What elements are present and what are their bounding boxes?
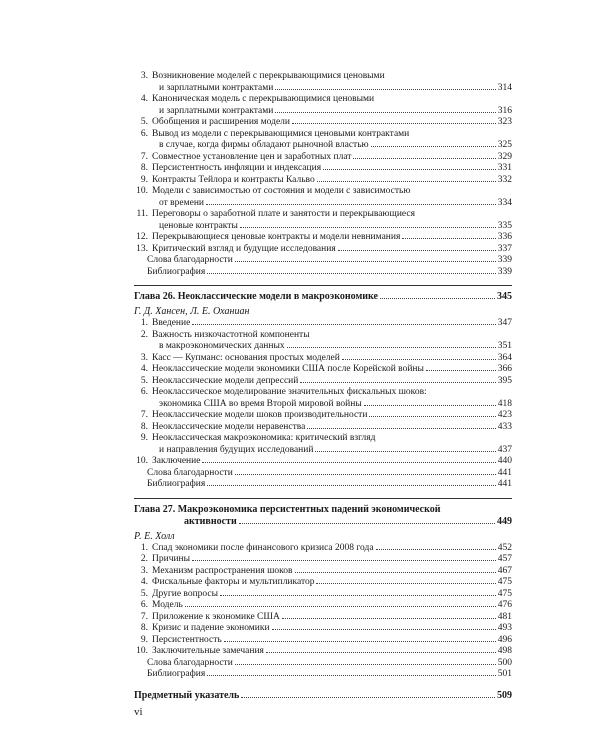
toc-entry-page: 331 bbox=[497, 163, 512, 173]
dot-leader bbox=[240, 227, 496, 228]
chapter-25-entries bbox=[134, 71, 512, 255]
dot-leader bbox=[317, 181, 496, 182]
toc-entry-page: 314 bbox=[497, 82, 512, 93]
toc-entry-title: Заключение bbox=[152, 456, 201, 466]
dot-leader bbox=[185, 606, 496, 607]
toc-entry-title: и зарплатными контрактами bbox=[159, 105, 274, 116]
toc-entry-title: Заключительные замечания bbox=[152, 646, 264, 656]
toc-entry-title: Неоклассические модели шоков производительности bbox=[152, 410, 368, 420]
dot-leader bbox=[364, 405, 496, 406]
toc-entry-number: 3. bbox=[140, 565, 148, 576]
dot-leader bbox=[353, 158, 495, 159]
dot-leader bbox=[300, 382, 495, 383]
toc-entry-page: 433 bbox=[497, 421, 512, 432]
toc-entry-title: Приложение к экономике США bbox=[152, 611, 280, 622]
toc-entry bbox=[134, 152, 512, 164]
toc-entry-page: 347 bbox=[497, 318, 512, 328]
toc-entry-number: 10. bbox=[136, 186, 148, 196]
toc-entry bbox=[134, 376, 512, 388]
toc-entry-title: и направления будущих исследований bbox=[159, 444, 314, 455]
chapter-26-authors: Г. Д. Хансен, Л. Е. Оханиан bbox=[134, 306, 250, 317]
toc-entry-title: и зарплатными контрактами bbox=[159, 82, 274, 93]
dot-leader bbox=[192, 324, 495, 325]
chapter-27-authors: Р. Е. Холл bbox=[134, 530, 175, 542]
toc-entry-page: 476 bbox=[497, 600, 512, 610]
dot-leader bbox=[287, 347, 496, 348]
dot-leader bbox=[275, 112, 495, 113]
chapter-26-heading: Глава 26. Неоклассические модели в макроэкономике 345 bbox=[134, 291, 512, 302]
toc-entry-page: 366 bbox=[497, 364, 512, 374]
dot-leader bbox=[224, 641, 496, 642]
toc-entry-title: Механизм распространения шоков bbox=[152, 565, 293, 576]
toc-entry-page: 418 bbox=[497, 398, 512, 409]
toc-entry-number: 4. bbox=[140, 364, 148, 374]
toc-entry-title: Переговоры о заработной плате и занятости и перекрывающиеся bbox=[152, 209, 415, 219]
toc-entry-number: 5. bbox=[140, 375, 148, 386]
dot-leader bbox=[316, 583, 495, 584]
toc-entry-title: Неоклассические модели экономики США после Корейской войны bbox=[152, 364, 424, 374]
toc-entry-title: Совместное установление цен и заработных плат bbox=[152, 151, 352, 162]
toc-entry-title: в макроэкономических данных bbox=[159, 341, 285, 351]
toc-entry bbox=[134, 543, 512, 555]
chapter-26-entries bbox=[134, 318, 512, 468]
toc-entry bbox=[134, 410, 512, 422]
toc-entry-page: 440 bbox=[497, 456, 512, 466]
toc-entry-number: 5. bbox=[140, 588, 148, 599]
toc-entry-title: Спад экономики после финансового кризиса 2008 года bbox=[152, 542, 374, 553]
toc-entry-number: 10. bbox=[136, 456, 148, 466]
dot-leader bbox=[323, 169, 496, 170]
toc-entry bbox=[134, 623, 512, 635]
toc-entry-number: 4. bbox=[140, 577, 148, 587]
toc-entry-title: Контракты Тейлора и контракты Кальво bbox=[152, 174, 315, 185]
dot-leader bbox=[220, 595, 496, 596]
toc-entry-title: Каноническая модель с перекрывающимися ценовыми bbox=[152, 94, 375, 104]
toc-entry-number: 7. bbox=[140, 611, 148, 622]
toc-entry-title: Кризис и падение экономики bbox=[152, 623, 270, 633]
page-number: vi bbox=[134, 706, 143, 718]
toc-entry bbox=[134, 364, 512, 376]
toc-entry-number: 2. bbox=[140, 329, 148, 340]
toc-entry-title: Модели с зависимостью от состояния и модели с зависимостью bbox=[152, 186, 411, 196]
dot-leader bbox=[315, 451, 495, 452]
chapter-25-acknowledgements: Слова благодарности 339 bbox=[147, 255, 512, 265]
toc-entry-title: в случае, когда фирмы обладают рыночной властью bbox=[159, 140, 369, 150]
toc-entry-number: 1. bbox=[140, 542, 148, 553]
toc-entry bbox=[134, 318, 512, 330]
toc-entry-number: 10. bbox=[136, 646, 148, 656]
toc-entry bbox=[134, 566, 512, 578]
dot-leader bbox=[371, 146, 496, 147]
toc-entry-page: 335 bbox=[497, 220, 512, 231]
toc-entry-page: 364 bbox=[497, 352, 512, 363]
toc-entry bbox=[134, 209, 512, 232]
toc-entry-title: Обобщения и расширения модели bbox=[152, 117, 291, 127]
toc-entry-number: 7. bbox=[140, 410, 148, 420]
toc-entry bbox=[134, 600, 512, 612]
toc-entry bbox=[134, 456, 512, 468]
chapter-25-bibliography: Библиография 339 bbox=[147, 266, 512, 277]
toc-entry bbox=[134, 554, 512, 566]
dot-leader bbox=[369, 416, 495, 417]
toc-entry-number: 2. bbox=[140, 554, 148, 564]
dot-leader bbox=[206, 204, 496, 205]
dot-leader bbox=[272, 629, 496, 630]
toc-entry-title: Неоклассические модели депрессий bbox=[152, 375, 299, 386]
toc-entry-title: Фискальные факторы и мультипликатор bbox=[152, 577, 315, 587]
toc-entry-page: 329 bbox=[497, 151, 512, 162]
toc-entry-page: 437 bbox=[497, 444, 512, 455]
toc-entry-number: 11. bbox=[136, 209, 148, 219]
toc-entry-number: 8. bbox=[140, 421, 148, 432]
toc-entry-page: 323 bbox=[497, 117, 512, 127]
dot-leader bbox=[266, 652, 496, 653]
dot-leader bbox=[282, 618, 496, 619]
toc-entry bbox=[134, 353, 512, 365]
toc-entry-page: 316 bbox=[497, 105, 512, 116]
dot-leader bbox=[295, 572, 496, 573]
toc-entry bbox=[134, 175, 512, 187]
dot-leader bbox=[342, 359, 496, 360]
chapter-26-acknowledgements: Слова благодарности 441 bbox=[147, 467, 512, 478]
chapter-27-entries bbox=[134, 543, 512, 658]
toc-entry-page: 337 bbox=[497, 243, 512, 254]
toc-entry-title: Критический взгляд и будущие исследования bbox=[152, 243, 336, 254]
toc-entry-number: 3. bbox=[140, 352, 148, 363]
chapter-27-heading: Глава 27. Макроэкономика персистентных падений экономической активности 449 bbox=[134, 503, 512, 527]
toc-entry-page: 498 bbox=[497, 646, 512, 656]
toc-entry-number: 9. bbox=[140, 634, 148, 645]
chapter-divider bbox=[134, 498, 512, 499]
toc-entry-number: 3. bbox=[140, 71, 148, 81]
toc-entry-page: 395 bbox=[497, 375, 512, 386]
chapter-divider bbox=[134, 285, 512, 286]
toc-entry bbox=[134, 635, 512, 647]
toc-entry-page: 452 bbox=[497, 542, 512, 553]
toc-entry-number: 5. bbox=[140, 117, 148, 127]
dot-leader bbox=[292, 123, 496, 124]
toc-entry-number: 8. bbox=[140, 163, 148, 173]
toc-entry-title: Касс — Купманс: основания простых моделей bbox=[152, 352, 340, 363]
toc-entry-page: 496 bbox=[497, 634, 512, 645]
chapter-27-acknowledgements: Слова благодарности 500 bbox=[147, 657, 512, 668]
dot-leader bbox=[275, 89, 495, 90]
toc-entry bbox=[134, 232, 512, 244]
toc-entry-title: Персистентность bbox=[152, 634, 222, 645]
toc-entry-number: 9. bbox=[140, 174, 148, 185]
toc-entry-number: 6. bbox=[140, 128, 148, 139]
toc-entry bbox=[134, 422, 512, 434]
toc-entry-title: Возникновение моделей с перекрывающимися ценовыми bbox=[152, 71, 385, 81]
toc-entry-number: 8. bbox=[140, 623, 148, 633]
toc-entry-title: от времени bbox=[159, 197, 204, 208]
toc-entry-title: экономика США во время Второй мировой войны bbox=[159, 398, 362, 409]
toc-entry bbox=[134, 646, 512, 658]
toc-entry bbox=[134, 71, 512, 94]
toc-entry-number: 12. bbox=[136, 232, 148, 242]
toc-entry-number: 1. bbox=[140, 318, 148, 328]
toc-entry bbox=[134, 330, 512, 353]
dot-leader bbox=[426, 370, 496, 371]
toc-entry-title: Введение bbox=[152, 318, 191, 328]
toc-entry-number: 13. bbox=[136, 243, 148, 254]
toc-entry-title: Модель bbox=[152, 600, 183, 610]
dot-leader bbox=[192, 560, 496, 561]
toc-entry bbox=[134, 589, 512, 601]
toc-entry-number: 6. bbox=[140, 387, 148, 397]
toc-entry-title: ценовые контракты bbox=[159, 220, 238, 231]
toc-entry-page: 332 bbox=[497, 174, 512, 185]
toc-entry-title: Персистентность инфляции и индексация bbox=[152, 163, 322, 173]
toc-entry-page: 351 bbox=[497, 341, 512, 351]
toc-entry bbox=[134, 244, 512, 256]
toc-entry-number: 9. bbox=[140, 433, 148, 443]
toc-entry-title: Другие вопросы bbox=[152, 588, 219, 599]
toc-entry bbox=[134, 433, 512, 456]
subject-index-entry: Предметный указатель 509 bbox=[134, 689, 512, 701]
toc-entry-page: 481 bbox=[497, 611, 512, 622]
toc-entry bbox=[134, 117, 512, 129]
toc-entry bbox=[134, 387, 512, 410]
dot-leader bbox=[402, 238, 495, 239]
toc-entry-number: 6. bbox=[140, 600, 148, 610]
chapter-26-bibliography: Библиография 441 bbox=[147, 479, 512, 489]
toc-entry-page: 336 bbox=[497, 232, 512, 242]
toc-entry-title: Неоклассические модели неравенства bbox=[152, 421, 306, 432]
toc-entry-page: 475 bbox=[497, 577, 512, 587]
toc-entry-title: Перекрывающиеся ценовые контракты и модели невнимания bbox=[152, 232, 401, 242]
dot-leader bbox=[376, 549, 496, 550]
toc-entry bbox=[134, 577, 512, 589]
toc-entry-title: Важность низкочастотной компоненты bbox=[152, 329, 310, 340]
toc-entry-title: Неоклассическая макроэкономика: критический взгляд bbox=[152, 433, 376, 443]
toc-entry-page: 467 bbox=[497, 565, 512, 576]
dot-leader bbox=[202, 462, 495, 463]
dot-leader bbox=[338, 250, 496, 251]
chapter-27-bibliography: Библиография 501 bbox=[147, 669, 512, 679]
toc-entry bbox=[134, 186, 512, 209]
toc-entry-number: 7. bbox=[140, 151, 148, 162]
table-of-contents bbox=[134, 71, 512, 702]
toc-entry-page: 423 bbox=[497, 410, 512, 420]
toc-entry-page: 325 bbox=[497, 140, 512, 150]
toc-entry bbox=[134, 129, 512, 152]
toc-entry-title: Неоклассическое моделирование значительных фискальных шоков: bbox=[152, 387, 427, 397]
toc-entry-page: 334 bbox=[497, 197, 512, 208]
dot-leader bbox=[307, 428, 495, 429]
toc-entry-title: Вывод из модели с перекрывающимися ценовыми контрактами bbox=[152, 128, 410, 139]
toc-entry bbox=[134, 163, 512, 175]
toc-entry bbox=[134, 612, 512, 624]
toc-entry bbox=[134, 94, 512, 117]
toc-entry-page: 457 bbox=[497, 554, 512, 564]
toc-entry-page: 493 bbox=[497, 623, 512, 633]
toc-entry-page: 475 bbox=[497, 588, 512, 599]
toc-entry-number: 4. bbox=[140, 94, 148, 104]
toc-entry-title: Причины bbox=[152, 554, 191, 564]
